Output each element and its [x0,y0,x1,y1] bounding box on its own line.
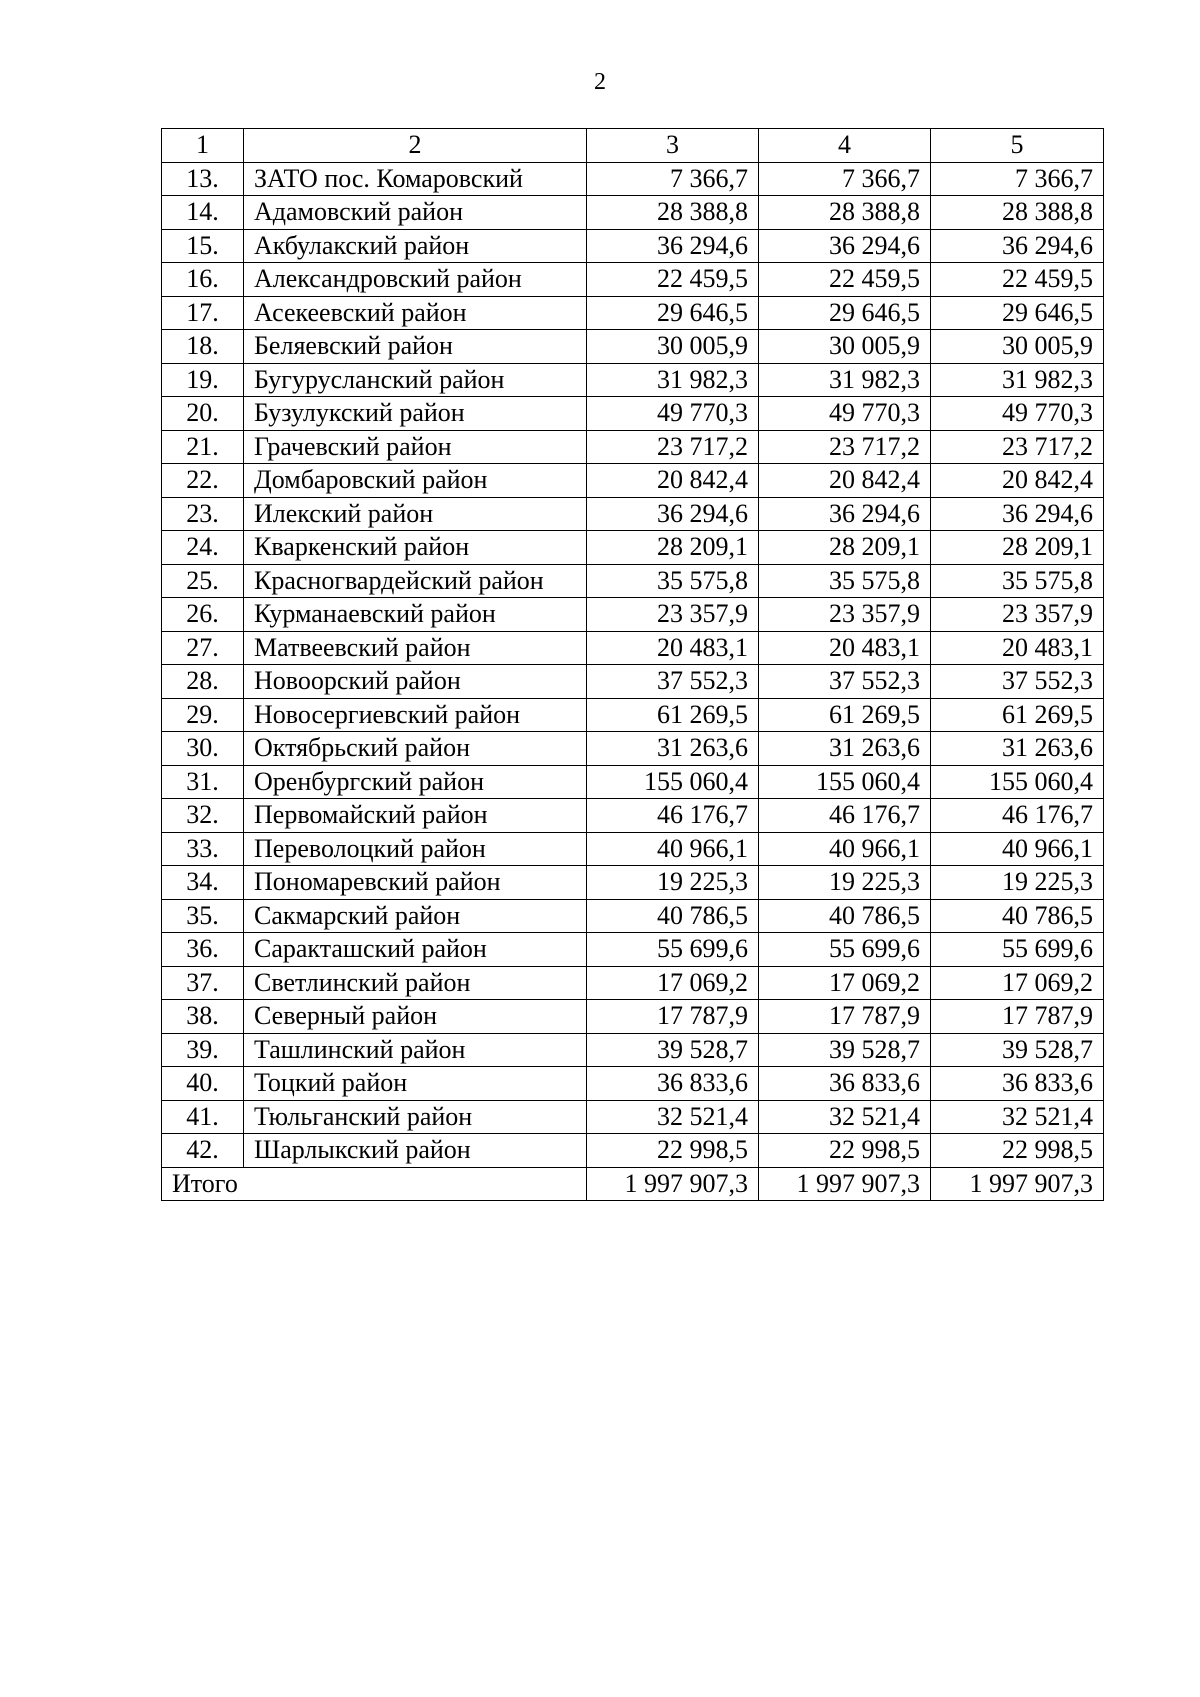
row-name: Октябрьский район [244,732,587,766]
row-value-4: 20 842,4 [759,464,931,498]
row-value-3: 28 209,1 [587,531,759,565]
row-value-3: 29 646,5 [587,296,759,330]
table-row [162,497,1104,531]
row-number: 31. [162,765,244,799]
row-value-3: 17 069,2 [587,966,759,1000]
row-value-5: 46 176,7 [931,799,1104,833]
row-value-4: 22 459,5 [759,263,931,297]
table-row [162,263,1104,297]
table-row [162,162,1104,196]
row-value-3: 46 176,7 [587,799,759,833]
row-name: Бузулукский район [244,397,587,431]
row-value-4: 36 294,6 [759,229,931,263]
row-value-5: 32 521,4 [931,1100,1104,1134]
row-value-3: 36 294,6 [587,229,759,263]
row-value-4: 35 575,8 [759,564,931,598]
row-value-3: 19 225,3 [587,866,759,900]
row-value-3: 37 552,3 [587,665,759,699]
row-value-4: 31 263,6 [759,732,931,766]
table-row [162,966,1104,1000]
row-number: 23. [162,497,244,531]
row-number: 13. [162,162,244,196]
row-name: Бугурусланский район [244,363,587,397]
row-name: Кваркенский район [244,531,587,565]
table-row [162,464,1104,498]
row-name: Беляевский район [244,330,587,364]
row-number: 36. [162,933,244,967]
row-value-4: 7 366,7 [759,162,931,196]
row-value-5: 31 263,6 [931,732,1104,766]
row-name: Домбаровский район [244,464,587,498]
row-value-3: 20 842,4 [587,464,759,498]
row-value-4: 29 646,5 [759,296,931,330]
total-row [162,1167,1104,1201]
row-value-5: 19 225,3 [931,866,1104,900]
row-value-3: 61 269,5 [587,698,759,732]
row-name: Северный район [244,1000,587,1034]
total-label: Итого [162,1167,587,1201]
row-value-3: 55 699,6 [587,933,759,967]
table-row [162,732,1104,766]
row-value-5: 17 787,9 [931,1000,1104,1034]
row-number: 21. [162,430,244,464]
table-header-row [162,129,1104,163]
row-value-4: 19 225,3 [759,866,931,900]
row-value-5: 31 982,3 [931,363,1104,397]
row-name: Адамовский район [244,196,587,230]
row-name: Илекский район [244,497,587,531]
row-number: 25. [162,564,244,598]
row-value-3: 22 998,5 [587,1134,759,1168]
table-row [162,564,1104,598]
table-row [162,665,1104,699]
row-number: 34. [162,866,244,900]
row-value-5: 39 528,7 [931,1033,1104,1067]
row-value-5: 36 294,6 [931,229,1104,263]
row-value-4: 36 833,6 [759,1067,931,1101]
table-row [162,397,1104,431]
row-value-4: 22 998,5 [759,1134,931,1168]
row-number: 33. [162,832,244,866]
row-name: Тоцкий район [244,1067,587,1101]
row-value-5: 40 966,1 [931,832,1104,866]
table-row [162,765,1104,799]
row-number: 15. [162,229,244,263]
table-row [162,933,1104,967]
row-value-5: 28 388,8 [931,196,1104,230]
row-number: 27. [162,631,244,665]
table-row [162,799,1104,833]
row-number: 26. [162,598,244,632]
table-row [162,832,1104,866]
row-value-4: 39 528,7 [759,1033,931,1067]
row-value-4: 40 786,5 [759,899,931,933]
row-value-4: 23 717,2 [759,430,931,464]
row-value-4: 46 176,7 [759,799,931,833]
row-value-5: 23 357,9 [931,598,1104,632]
row-name: Оренбургский район [244,765,587,799]
total-value-5: 1 997 907,3 [931,1167,1104,1201]
row-value-5: 28 209,1 [931,531,1104,565]
row-name: ЗАТО пос. Комаровский [244,162,587,196]
column-header: 3 [587,129,759,163]
row-value-5: 20 842,4 [931,464,1104,498]
row-value-3: 155 060,4 [587,765,759,799]
row-value-4: 40 966,1 [759,832,931,866]
row-number: 41. [162,1100,244,1134]
total-value-3: 1 997 907,3 [587,1167,759,1201]
column-header: 1 [162,129,244,163]
column-header: 4 [759,129,931,163]
row-number: 14. [162,196,244,230]
table-row [162,1100,1104,1134]
row-value-4: 155 060,4 [759,765,931,799]
row-number: 32. [162,799,244,833]
row-name: Светлинский район [244,966,587,1000]
row-value-3: 36 833,6 [587,1067,759,1101]
row-name: Переволоцкий район [244,832,587,866]
row-number: 39. [162,1033,244,1067]
row-value-5: 22 459,5 [931,263,1104,297]
table-row [162,430,1104,464]
row-name: Новоорский район [244,665,587,699]
row-value-5: 7 366,7 [931,162,1104,196]
row-value-3: 20 483,1 [587,631,759,665]
row-name: Курманаевский район [244,598,587,632]
row-value-5: 23 717,2 [931,430,1104,464]
row-value-4: 61 269,5 [759,698,931,732]
row-value-5: 36 294,6 [931,497,1104,531]
table-row [162,531,1104,565]
table-row [162,1067,1104,1101]
table-row [162,196,1104,230]
row-number: 30. [162,732,244,766]
row-value-4: 28 209,1 [759,531,931,565]
row-name: Первомайский район [244,799,587,833]
row-name: Саракташский район [244,933,587,967]
table-row [162,229,1104,263]
table-row [162,866,1104,900]
row-number: 16. [162,263,244,297]
row-number: 24. [162,531,244,565]
table-row [162,598,1104,632]
table-row [162,1000,1104,1034]
row-value-3: 30 005,9 [587,330,759,364]
row-name: Акбулакский район [244,229,587,263]
row-name: Пономаревский район [244,866,587,900]
row-number: 35. [162,899,244,933]
row-value-4: 31 982,3 [759,363,931,397]
row-value-4: 37 552,3 [759,665,931,699]
row-value-5: 61 269,5 [931,698,1104,732]
row-value-3: 39 528,7 [587,1033,759,1067]
row-value-3: 40 786,5 [587,899,759,933]
row-number: 37. [162,966,244,1000]
row-value-4: 49 770,3 [759,397,931,431]
row-name: Тюльганский район [244,1100,587,1134]
row-value-4: 36 294,6 [759,497,931,531]
row-value-3: 23 357,9 [587,598,759,632]
row-value-3: 23 717,2 [587,430,759,464]
table-row [162,1033,1104,1067]
row-number: 22. [162,464,244,498]
row-value-4: 17 787,9 [759,1000,931,1034]
row-value-5: 37 552,3 [931,665,1104,699]
row-name: Асекеевский район [244,296,587,330]
row-value-4: 32 521,4 [759,1100,931,1134]
row-value-3: 17 787,9 [587,1000,759,1034]
row-number: 38. [162,1000,244,1034]
row-number: 20. [162,397,244,431]
row-value-5: 17 069,2 [931,966,1104,1000]
row-value-3: 49 770,3 [587,397,759,431]
row-name: Грачевский район [244,430,587,464]
row-value-3: 31 263,6 [587,732,759,766]
row-name: Ташлинский район [244,1033,587,1067]
row-name: Новосергиевский район [244,698,587,732]
row-number: 17. [162,296,244,330]
row-value-5: 30 005,9 [931,330,1104,364]
row-number: 19. [162,363,244,397]
row-value-5: 20 483,1 [931,631,1104,665]
row-value-3: 22 459,5 [587,263,759,297]
total-value-4: 1 997 907,3 [759,1167,931,1201]
row-value-5: 29 646,5 [931,296,1104,330]
row-value-4: 30 005,9 [759,330,931,364]
table-row [162,296,1104,330]
table-row [162,1134,1104,1168]
row-number: 29. [162,698,244,732]
table-row [162,631,1104,665]
row-value-4: 28 388,8 [759,196,931,230]
column-header: 5 [931,129,1104,163]
page-number: 2 [594,69,606,95]
row-value-5: 55 699,6 [931,933,1104,967]
row-value-3: 35 575,8 [587,564,759,598]
row-value-4: 17 069,2 [759,966,931,1000]
table-row [162,698,1104,732]
row-value-3: 40 966,1 [587,832,759,866]
row-name: Александровский район [244,263,587,297]
row-number: 42. [162,1134,244,1168]
row-name: Сакмарский район [244,899,587,933]
row-value-5: 49 770,3 [931,397,1104,431]
row-value-4: 23 357,9 [759,598,931,632]
row-value-3: 36 294,6 [587,497,759,531]
row-value-5: 36 833,6 [931,1067,1104,1101]
table-row [162,899,1104,933]
table-row [162,363,1104,397]
row-name: Шарлыкский район [244,1134,587,1168]
data-table [161,128,1104,1201]
row-value-3: 31 982,3 [587,363,759,397]
table-row [162,330,1104,364]
row-number: 18. [162,330,244,364]
row-value-5: 35 575,8 [931,564,1104,598]
row-value-5: 155 060,4 [931,765,1104,799]
row-name: Красногвардейский район [244,564,587,598]
row-value-5: 22 998,5 [931,1134,1104,1168]
row-value-3: 32 521,4 [587,1100,759,1134]
row-value-4: 20 483,1 [759,631,931,665]
column-header: 2 [244,129,587,163]
row-number: 40. [162,1067,244,1101]
row-value-5: 40 786,5 [931,899,1104,933]
row-number: 28. [162,665,244,699]
row-value-4: 55 699,6 [759,933,931,967]
row-value-3: 7 366,7 [587,162,759,196]
row-value-3: 28 388,8 [587,196,759,230]
row-name: Матвеевский район [244,631,587,665]
